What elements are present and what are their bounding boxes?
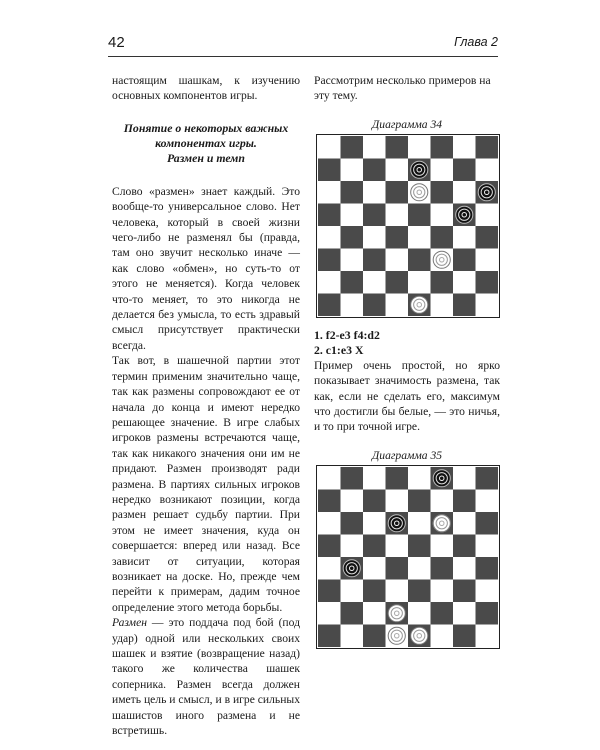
term-razmen: Размен [112,616,147,630]
d34-square-d3 [386,248,409,271]
d35-square-f7 [431,489,454,512]
d35-square-f5 [431,534,454,557]
d34-square-e5 [408,203,431,226]
page-header [108,34,498,57]
diagram-34-caption: Диаграмма 34 [371,117,443,131]
d35-square-b5 [341,534,364,557]
d35-square-e6 [408,512,431,535]
d34-square-f7 [431,158,454,181]
section-title-line-3: Размен и темп [167,150,245,165]
d34-square-e3 [408,248,431,271]
d34-white-piece-e1 [411,296,428,313]
d35-square-e4 [408,557,431,580]
d35-square-d4 [386,557,409,580]
left-column [112,73,300,738]
d35-square-d5 [386,534,409,557]
d35-square-a5 [318,534,341,557]
d34-square-b2 [341,271,364,294]
d35-square-c4 [363,557,386,580]
diagram-34 [316,134,500,318]
d34-square-b7 [341,158,364,181]
paragraph-exchange-word: Слово «размен» знает каждый. Это вообще-то универсальное слово. Нет человека, который в своей жизни чего-либо не разменял бы (правда, там оно звучит несколько иначе — как слово «обмен», но суть-то от этого не меняется). Когда человек что-то меняет, то это никогда не делается без умысла, то есть здравый смысл присутствует практически всегда. [112,184,300,352]
intro-paragraph: настоящим шашкам, к изучению основных компонентов игры. [112,74,300,103]
d35-square-b3 [341,579,364,602]
d35-square-g3 [453,579,476,602]
d34-square-e4 [408,226,431,249]
chapter-title: Глава 2 [454,35,498,49]
d34-square-a4 [318,226,341,249]
d34-square-b5 [341,203,364,226]
d34-square-c7 [363,158,386,181]
d34-square-c2 [363,271,386,294]
d34-square-f6 [431,181,454,204]
d35-white-piece-d2 [388,605,405,622]
d34-square-h8 [476,136,499,159]
d35-square-g1 [453,624,476,647]
d35-square-b7 [341,489,364,512]
d35-square-a1 [318,624,341,647]
d35-square-b8 [341,467,364,490]
d35-square-c7 [363,489,386,512]
d35-square-g5 [453,534,476,557]
section-title-line-2: компонентах игры. [155,135,257,150]
definition-text: — это поддача под бой (под удар) одной или нескольких своих шашек и взятие (возвращение назад) такого же количества шашек соперника. Размен всегда должен иметь цель и смысл, и в игре сильных шашистов иного размена и не встретишь. [112,616,300,738]
d34-square-g1 [453,293,476,316]
page-number: 42 [108,34,125,51]
d35-square-g8 [453,467,476,490]
diagram-35-caption: Диаграмма 35 [371,448,443,462]
d34-square-e2 [408,271,431,294]
d34-square-c3 [363,248,386,271]
d35-square-b1 [341,624,364,647]
checkers-board-35 [316,465,500,649]
d35-square-e7 [408,489,431,512]
d34-square-f4 [431,226,454,249]
d35-square-c5 [363,534,386,557]
d35-square-c1 [363,624,386,647]
d34-square-g2 [453,271,476,294]
d34-square-g7 [453,158,476,181]
d34-square-d6 [386,181,409,204]
d35-square-c2 [363,602,386,625]
d35-square-a4 [318,557,341,580]
d34-square-f1 [431,293,454,316]
d35-white-piece-e1 [411,627,428,644]
d35-square-g4 [453,557,476,580]
d35-square-e5 [408,534,431,557]
d34-black-piece-e7 [411,161,428,178]
d35-square-c6 [363,512,386,535]
d35-square-c3 [363,579,386,602]
d34-square-c5 [363,203,386,226]
d35-square-a3 [318,579,341,602]
d34-square-a2 [318,271,341,294]
d35-square-d3 [386,579,409,602]
d35-square-h7 [476,489,499,512]
section-title-line-1: Понятие о некоторых важных [123,120,289,135]
d34-square-b8 [341,136,364,159]
d34-square-d1 [386,293,409,316]
d35-square-h5 [476,534,499,557]
d34-square-c4 [363,226,386,249]
d34-square-c6 [363,181,386,204]
d35-square-g7 [453,489,476,512]
d34-square-h3 [476,248,499,271]
d35-black-piece-d6 [388,515,405,532]
d35-square-a2 [318,602,341,625]
d35-square-a8 [318,467,341,490]
d34-square-d7 [386,158,409,181]
d34-square-a6 [318,181,341,204]
d35-square-a6 [318,512,341,535]
d34-square-b3 [341,248,364,271]
d34-square-a5 [318,203,341,226]
section-title [118,121,294,166]
d34-square-c1 [363,293,386,316]
d35-square-f2 [431,602,454,625]
d34-square-f8 [431,136,454,159]
d34-square-a7 [318,158,341,181]
d34-black-piece-h6 [478,184,495,201]
diagram-35 [316,465,500,649]
paragraph-exchange-in-game: Так вот, в шашечной партии этот термин применим значительно чаще, так как размены сопровождают ее от начала до конца и имеют нередко решающее значение. В игре слабых игроков размены встречаются чаще, так как никакого значения они им не придают. Размен производят ради размена. В партиях сильных игроков нередко возникают позиции, когда размен решает судьбу партии. При этом не имеет значения, куда он совершается: вперед или назад. Все зависит от ситуации, которая возникает на доске. Но, прежде чем перейти к примерам, дадим точное определение этого метода борьбы. [112,354,300,614]
examples-intro: Рассмотрим несколько примеров на эту тему. [314,74,491,103]
d34-square-b6 [341,181,364,204]
d34-square-f2 [431,271,454,294]
d35-square-h3 [476,579,499,602]
d35-square-c8 [363,467,386,490]
d35-square-h6 [476,512,499,535]
d35-square-h1 [476,624,499,647]
d34-square-g6 [453,181,476,204]
move-1: 1. f2-e3 f4:d2 [314,327,380,342]
d34-square-h2 [476,271,499,294]
d34-square-h4 [476,226,499,249]
d35-square-e3 [408,579,431,602]
d35-white-piece-f6 [433,515,450,532]
d35-square-d8 [386,467,409,490]
d34-square-e8 [408,136,431,159]
d34-black-piece-g5 [456,206,473,223]
d34-square-c8 [363,136,386,159]
d35-square-a7 [318,489,341,512]
move-2: 2. c1:e3 X [314,342,364,357]
d34-square-d8 [386,136,409,159]
d35-square-b6 [341,512,364,535]
d35-square-h2 [476,602,499,625]
d34-square-b4 [341,226,364,249]
d34-square-h1 [476,293,499,316]
d34-square-d5 [386,203,409,226]
d35-square-b2 [341,602,364,625]
paragraph-exchange-definition [112,615,300,738]
d35-square-g2 [453,602,476,625]
d34-square-a1 [318,293,341,316]
d35-white-piece-d1 [388,627,405,644]
d34-white-piece-e6 [411,184,428,201]
d34-square-g4 [453,226,476,249]
checkers-board-34 [316,134,500,318]
d35-black-piece-f8 [433,470,450,487]
d34-square-h5 [476,203,499,226]
d34-white-piece-f3 [433,251,450,268]
d34-square-a3 [318,248,341,271]
example-explanation: Пример очень простой, но ярко показывает значимость размена, так как, если не сделать его, максимум что достигли бы белые, — это ничья, и то при точной игре. [314,358,500,434]
d35-square-f3 [431,579,454,602]
d34-square-h7 [476,158,499,181]
d35-square-h8 [476,467,499,490]
d35-square-d7 [386,489,409,512]
d35-square-g6 [453,512,476,535]
right-column [314,73,500,649]
d35-square-f4 [431,557,454,580]
d34-square-f5 [431,203,454,226]
d34-square-d2 [386,271,409,294]
d35-square-e2 [408,602,431,625]
d34-square-b1 [341,293,364,316]
d35-square-f1 [431,624,454,647]
d34-square-g3 [453,248,476,271]
d34-square-d4 [386,226,409,249]
d34-square-g8 [453,136,476,159]
d35-black-piece-b4 [343,560,360,577]
d34-square-a8 [318,136,341,159]
d35-square-h4 [476,557,499,580]
d35-square-e8 [408,467,431,490]
